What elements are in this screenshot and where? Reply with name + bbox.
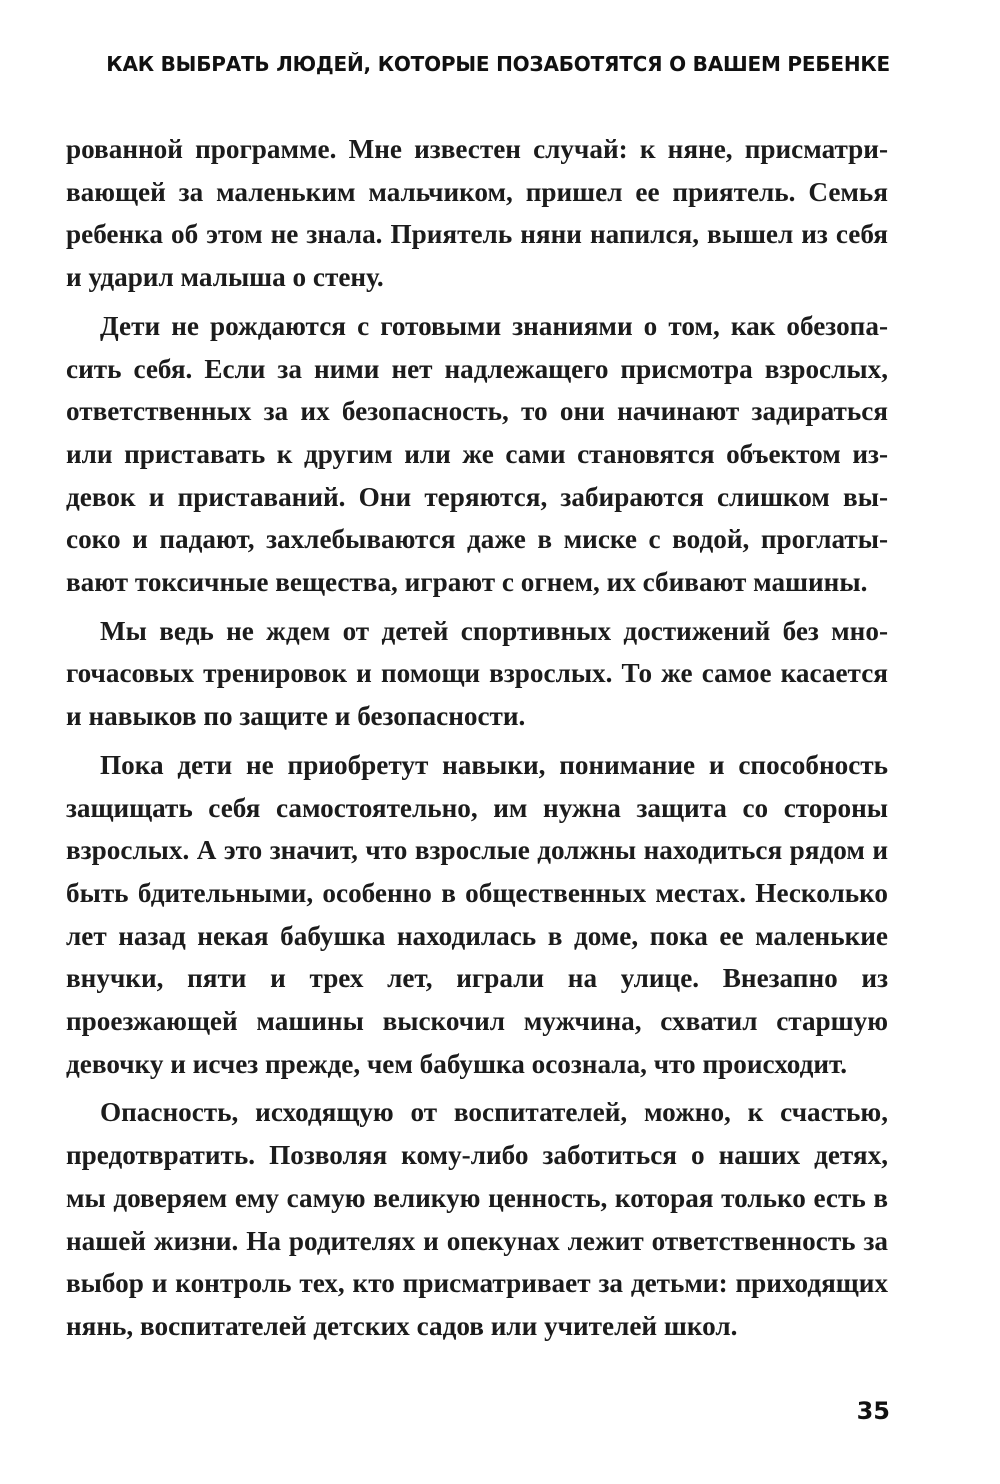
body-text	[66, 128, 888, 1354]
paragraph: рованной программе. Мне известен случай: к няне, присматривающей за маленьким мальчиком, пришел ее приятель. Семья ребенка об этом не знала. Приятель няни напился, вышел из себя и ударил малыша о стену.	[66, 134, 888, 293]
paragraph: Дети не рождаются с готовыми знаниями о том, как обезопасить себя. Если за ними нет надлежащего присмотра взрослых, ответственных за их безопасность, то они начинают задираться или приставать к другим или же сами становятся объектом издевок и приставаний. Они теряются, забираются слишком высоко и падают, захлебываются даже в миске с водой, проглатывают токсичные вещества, играют с огнем, их сбивают машины.	[66, 310, 888, 598]
paragraph: Пока дети не приобретут навыки, понимание и способность защищать себя самостоятельно, им нужна защита со стороны взрослых. А это значит, что взрослые должны находиться рядом и быть бдительными, особенно в общественных местах. Несколько лет назад некая бабушка находилась в доме, пока ее маленькие внучки, пяти и трех лет, играли на улице. Внезапно из проезжающей машины выскочил мужчина, схватил старшую девочку и исчез прежде, чем бабушка осознала, что происходит.	[66, 749, 888, 1079]
running-header: КАК ВЫБРАТЬ ЛЮДЕЙ, КОТОРЫЕ ПОЗАБОТЯТСЯ О ВАШЕМ РЕБЕНКЕ	[106, 52, 890, 76]
page-number: 35	[856, 1397, 890, 1425]
paragraph: Опасность, исходящую от воспитателей, можно, к счастью, предотвратить. Позволяя кому-либо заботиться о наших детях, мы доверяем ему самую великую ценность, которая только есть в нашей жизни. На родителях и опекунах лежит ответственность за выбор и контроль тех, кто присматривает за детьми: приходящих нянь, воспитателей детских садов или учителей школ.	[66, 1097, 888, 1341]
paragraph: Мы ведь не ждем от детей спортивных достижений без многочасовых тренировок и помощи взрослых. То же самое касается и навыков по защите и безопасности.	[66, 615, 888, 732]
